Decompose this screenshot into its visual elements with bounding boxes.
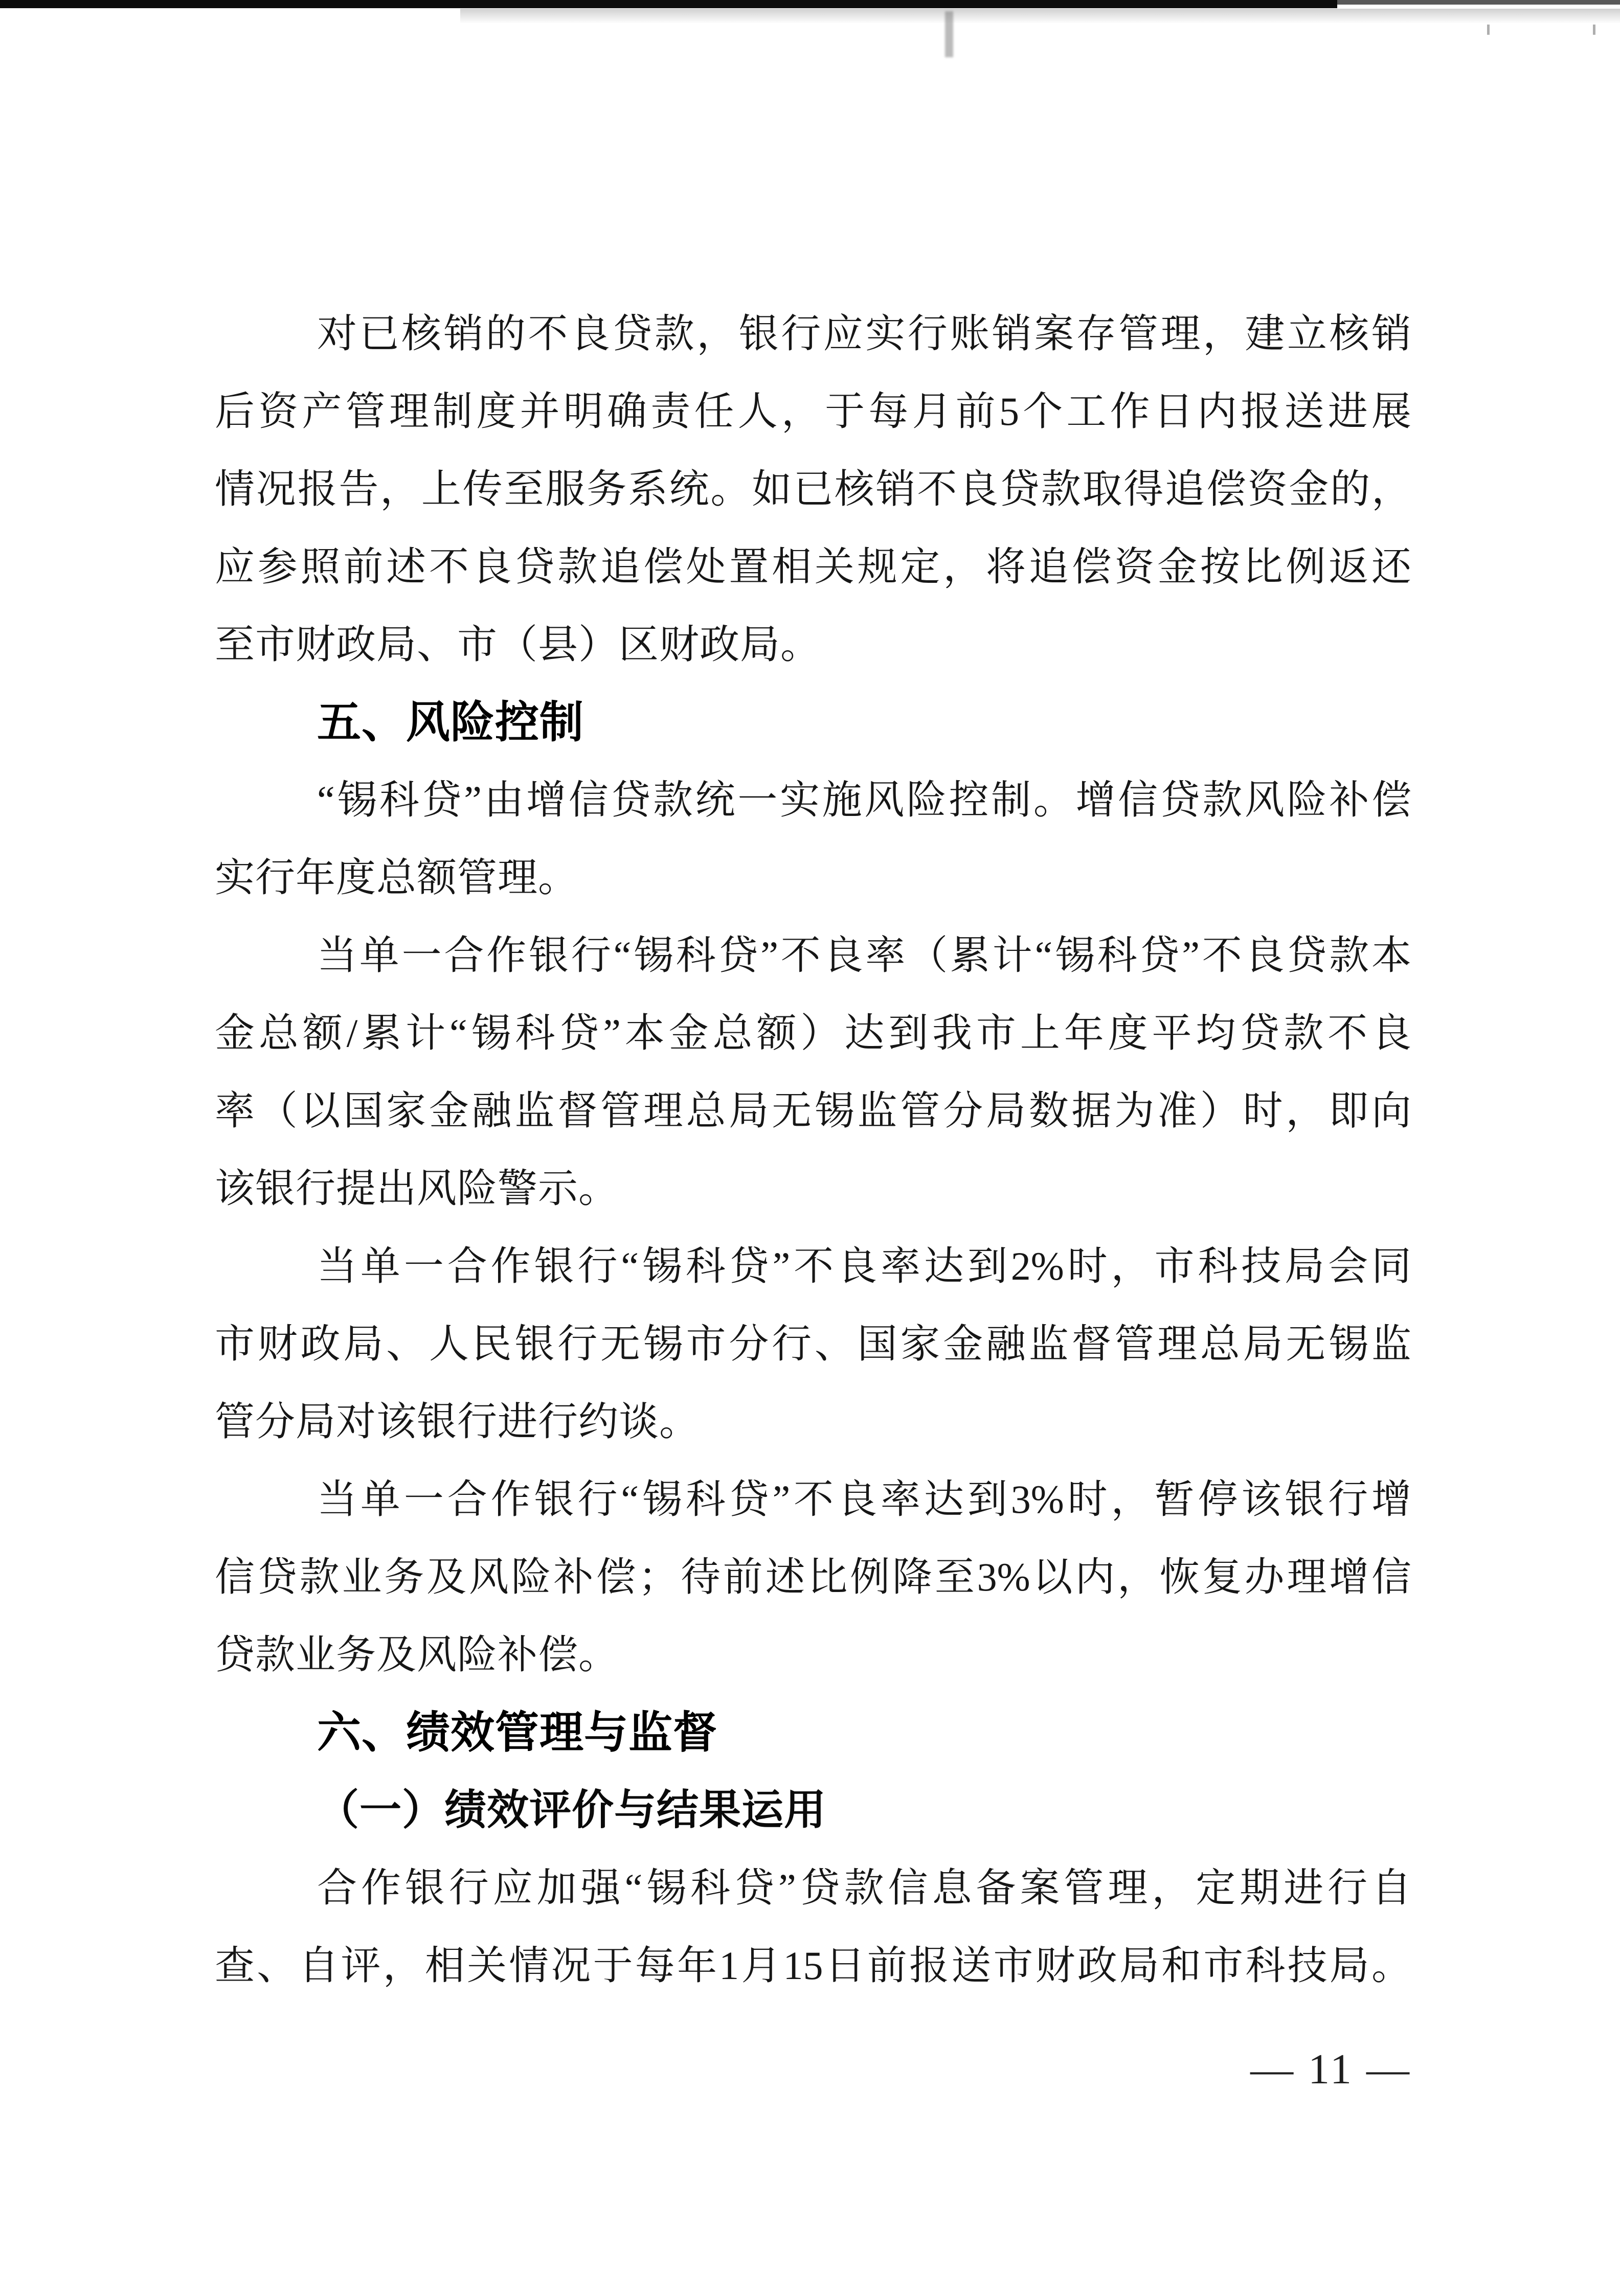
body-line: 对已核销的不良贷款，银行应实行账销案存管理，建立核销 <box>317 311 1411 356</box>
section-heading-6-performance: 六、绩效管理与监督 <box>317 1708 717 1757</box>
page-number: — 11 — <box>1250 2045 1411 2093</box>
body-line: 查、自评，相关情况于每年1月15日前报送市财政局和市科技局。 <box>215 1943 1411 1988</box>
body-line: 当单一合作银行“锡科贷”不良率（累计“锡科贷”不良贷款本 <box>317 933 1411 977</box>
scan-artifact-top-bar <box>0 0 1337 8</box>
body-line: 率（以国家金融监督管理总局无锡监管分局数据为准）时，即向 <box>215 1088 1411 1133</box>
scan-artifact-vertical-smudge <box>945 11 953 57</box>
scan-artifact-horizontal-smudge <box>460 9 1620 23</box>
body-line: 市财政局、人民银行无锡市分行、国家金融监督管理总局无锡监 <box>215 1322 1411 1366</box>
body-line: 至市财政局、市（县）区财政局。 <box>215 622 821 667</box>
body-line: 当单一合作银行“锡科贷”不良率达到2%时，市科技局会同 <box>317 1244 1411 1288</box>
body-line: 后资产管理制度并明确责任人，于每月前5个工作日内报送进展 <box>215 389 1411 434</box>
scan-artifact-top-bar-grey <box>1337 0 1620 5</box>
body-line: 管分局对该银行进行约谈。 <box>215 1399 700 1444</box>
body-line: 信贷款业务及风险补偿；待前述比例降至3%以内，恢复办理增信 <box>215 1555 1411 1599</box>
body-line: 合作银行应加强“锡科贷”贷款信息备案管理，定期进行自 <box>317 1866 1411 1910</box>
body-line: 贷款业务及风险补偿。 <box>215 1632 619 1677</box>
body-line: 该银行提出风险警示。 <box>215 1166 619 1211</box>
scan-artifact-tick <box>1593 25 1595 35</box>
body-line: 当单一合作银行“锡科贷”不良率达到3%时，暂停该银行增 <box>317 1477 1411 1521</box>
body-line: 情况报告，上传至服务系统。如已核销不良贷款取得追偿资金的， <box>215 467 1411 511</box>
body-line: “锡科贷”由增信贷款统一实施风险控制。增信贷款风险补偿 <box>317 778 1411 822</box>
section-heading-5-risk-control: 五、风险控制 <box>317 698 584 747</box>
subsection-heading-evaluation: （一）绩效评价与结果运用 <box>317 1787 827 1833</box>
body-line: 实行年度总额管理。 <box>215 855 579 900</box>
document-body <box>215 295 1411 2005</box>
body-line: 金总额/累计“锡科贷”本金总额）达到我市上年度平均贷款不良 <box>215 1011 1411 1055</box>
scan-artifact-tick <box>1487 25 1490 35</box>
body-line: 应参照前述不良贷款追偿处置相关规定，将追偿资金按比例返还 <box>215 544 1411 589</box>
